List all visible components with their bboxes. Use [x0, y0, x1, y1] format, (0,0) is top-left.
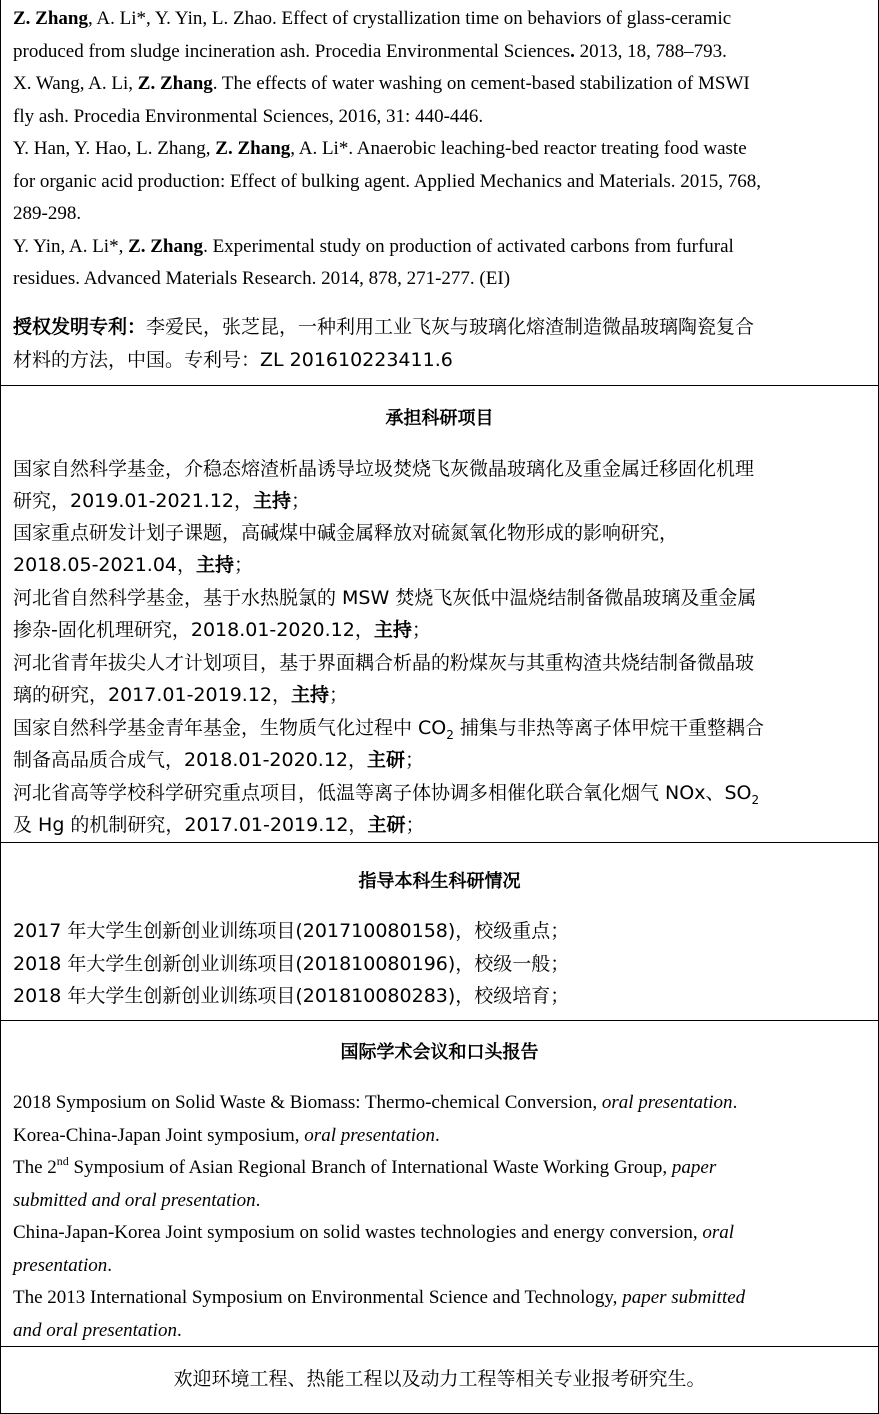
project-3-line-1: 河北省自然科学基金，基于水热脱氯的 MSW 焚烧飞灰低中温烧结制备微晶玻璃及重金属 — [13, 587, 757, 609]
project-6-line-2: 及 Hg 的机制研究，2017.01-2019.12，主研； — [13, 814, 425, 836]
conferences-heading: 国际学术会议和口头报告 — [340, 1042, 539, 1063]
project-role: 主持 — [253, 490, 292, 512]
student-project-2: 2018 年大学生创新创业训练项目(201810080196)，校级一般； — [13, 953, 570, 975]
conference-3-line-1: The 2nd Symposium of Asian Regional Branch of International Waste Working Group, paper — [13, 1153, 717, 1178]
publication-2-line-2: fly ash. Procedia Environmental Sciences, 2016, 31: 440-446. — [13, 106, 484, 127]
publication-1-line-2: produced from sludge incineration ash. Procedia Environmental Sciences. 2013, 18, 788–793. — [13, 41, 727, 62]
conference-4-line-2: presentation. — [13, 1255, 113, 1276]
conference-3-line-2: submitted and oral presentation. — [13, 1190, 261, 1211]
conferences-cell — [0, 1021, 879, 1347]
project-2-line-1: 国家重点研发计划子课题，高碱煤中碱金属释放对硫氮氧化物形成的影响研究， — [13, 522, 679, 544]
publication-3-line-1: Y. Han, Y. Hao, L. Zhang, Z. Zhang, A. Li*. Anaerobic leaching-bed reactor treating food waste — [13, 138, 747, 159]
patent-line-1: 授权发明专利：李爱民，张芝昆，一种利用工业飞灰与玻璃化熔渣制造微晶玻璃陶瓷复合 — [13, 316, 755, 338]
publication-3-line-2: for organic acid production: Effect of bulking agent. Applied Mechanics and Materials. 2015, 768, — [13, 171, 762, 192]
project-1-line-2: 研究，2019.01-2021.12，主持； — [13, 490, 311, 512]
publication-4-line-1: Y. Yin, A. Li*, Z. Zhang. Experimental study on production of activated carbons from furfural — [13, 236, 734, 257]
students-heading: 指导本科生科研情况 — [358, 871, 521, 892]
project-3-line-2: 掺杂-固化机理研究，2018.01-2020.12，主持； — [13, 619, 431, 641]
project-6-line-1: 河北省高等学校科学研究重点项目，低温等离子体协调多相催化联合氧化烟气 NOx、$SO_2$ — [13, 782, 760, 807]
conference-2: Korea-China-Japan Joint symposium, oral presentation. — [13, 1125, 440, 1146]
highlighted-author: Z. Zhang — [215, 138, 291, 159]
project-5-line-1: 国家自然科学基金青年基金，生物质气化过程中 $CO_2$ 捕集与非热等离子体甲烷干重整耦合 — [13, 717, 764, 742]
publication-4-line-2: residues. Advanced Materials Research. 2014, 878, 271-277. (EI) — [13, 268, 511, 289]
footer-invitation: 欢迎环境工程、热能工程以及动力工程等相关专业报考研究生。 — [173, 1368, 706, 1390]
publication-2-line-1: X. Wang, A. Li, Z. Zhang. The effects of water washing on cement-based stabilization of MSWI — [13, 73, 750, 94]
students-cell — [0, 843, 879, 1021]
highlighted-author: Z. Zhang — [13, 8, 88, 29]
conference-1: 2018 Symposium on Solid Waste & Biomass: Thermo-chemical Conversion, oral presentation. — [13, 1092, 738, 1113]
publications-cell — [0, 0, 879, 386]
project-4-line-2: 璃的研究，2017.01-2019.12，主持； — [13, 684, 349, 706]
project-2-line-2: 2018.05-2021.04，主持； — [13, 554, 254, 576]
project-role: 主持 — [291, 684, 330, 706]
highlighted-author: Z. Zhang — [128, 236, 204, 257]
highlighted-author: Z. Zhang — [137, 73, 213, 94]
conference-5-line-2: and oral presentation. — [13, 1320, 182, 1341]
publication-3-line-3: 289-298. — [13, 203, 82, 224]
project-role: 主持 — [373, 619, 412, 641]
patent-label: 授权发明专利： — [13, 316, 147, 338]
project-role: 主研 — [367, 814, 406, 836]
projects-cell — [0, 386, 879, 843]
student-project-3: 2018 年大学生创新创业训练项目(201810080283)，校级培育； — [13, 985, 570, 1007]
conference-4-line-1: China-Japan-Korea Joint symposium on solid wastes technologies and energy conversion, oral — [13, 1222, 735, 1243]
footer-cell — [0, 1347, 879, 1414]
project-5-line-2: 制备高品质合成气，2018.01-2020.12，主研； — [13, 749, 425, 771]
student-project-1: 2017 年大学生创新创业训练项目(201710080158)，校级重点； — [13, 920, 570, 942]
publication-1-line-1: Z. Zhang, A. Li*, Y. Yin, L. Zhao. Effect of crystallization time on behaviors of glass-ceramic — [13, 8, 732, 29]
projects-heading: 承担科研项目 — [385, 408, 494, 429]
conference-5-line-1: The 2013 International Symposium on Environmental Science and Technology, paper submitted — [13, 1287, 746, 1308]
patent-line-2: 材料的方法，中国。专利号：ZL 201610223411.6 — [13, 349, 453, 371]
project-1-line-1: 国家自然科学基金，介稳态熔渣析晶诱导垃圾焚烧飞灰微晶玻璃化及重金属迁移固化机理 — [13, 458, 755, 480]
project-4-line-1: 河北省青年拔尖人才计划项目，基于界面耦合析晶的粉煤灰与其重构渣共烧结制备微晶玻 — [13, 652, 755, 674]
project-role: 主持 — [196, 554, 235, 576]
project-role: 主研 — [367, 749, 406, 771]
